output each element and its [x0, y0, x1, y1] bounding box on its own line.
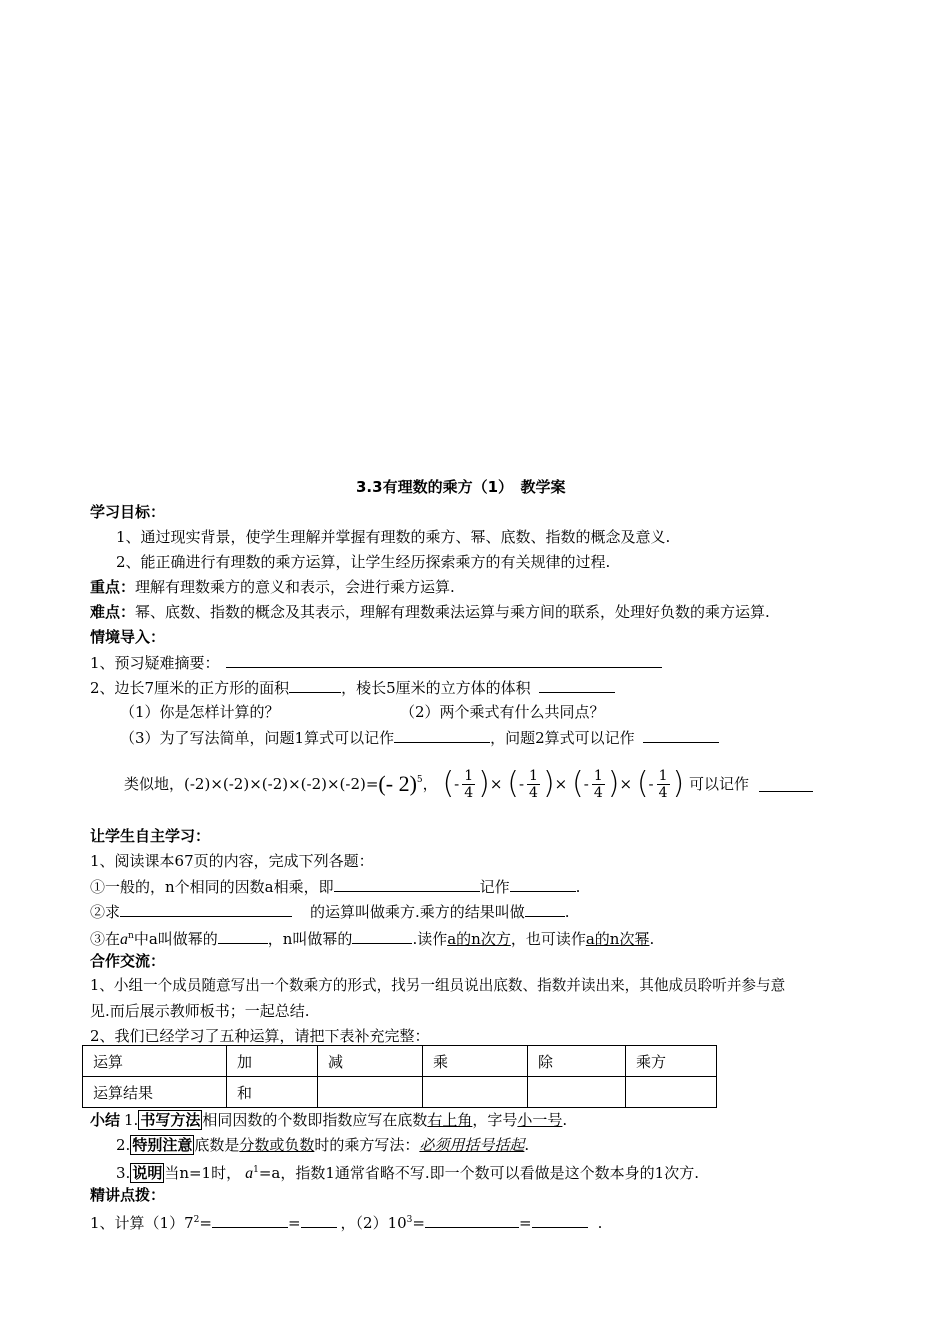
table-cell-input[interactable]	[528, 1077, 626, 1108]
intro-q2-text-a: 2、边长7厘米的正方形的面积	[90, 679, 290, 697]
frac-paren-close-4: )	[672, 766, 685, 801]
intro-q2-sub1: （1）你是怎样计算的？	[120, 703, 280, 721]
lecture-q1-eq: =	[199, 1214, 212, 1232]
lecture-q1-blank-1[interactable]	[212, 1212, 288, 1228]
summary-3-var: a	[245, 1165, 254, 1182]
self-study-a3-text-d: .读作	[412, 930, 448, 948]
intro-q2-sub3-text-b: ，问题2算式可以记作	[490, 729, 635, 747]
self-study-a3-text-a: ③在	[90, 930, 121, 948]
intro-heading: 情境导入：	[90, 628, 166, 646]
intro-q2-sub3-blank-2[interactable]	[643, 727, 719, 743]
summary-2-underline-2: 必须用括号括起	[419, 1136, 525, 1154]
intro-q2-sub3-text-a: （3）为了写法简单，问题1算式可以记作	[120, 729, 395, 747]
objective-1: 1、通过现实背景，使学生理解并掌握有理数的乘方、幂、底数、指数的概念及意义.	[116, 528, 671, 546]
summary-1-num: 1.	[124, 1111, 139, 1129]
lecture-q1	[90, 1210, 602, 1233]
self-study-a3-text-e: a的n次方	[447, 930, 511, 948]
objective-2: 2、能正确进行有理数的乘方运算，让学生经历探索乘方的有关规律的过程.	[116, 553, 611, 571]
intro-q2-sub2: （2）两个乘式有什么共同点？	[400, 703, 605, 721]
table-cell-input[interactable]	[423, 1077, 528, 1108]
self-study-a2-text-b: 的运算叫做乘方.乘方的结果叫做	[310, 903, 525, 921]
summary-3-exp: 1	[253, 1165, 259, 1175]
self-study-a3-text-f: ，也可读作	[510, 930, 586, 948]
self-study-a1-blank-1[interactable]	[334, 876, 480, 892]
frac-paren-close-1: )	[478, 766, 490, 801]
summary-3	[116, 1160, 699, 1184]
fraction-2-den: 4	[529, 784, 538, 801]
table-cell-input[interactable]	[626, 1077, 717, 1108]
self-study-a3-blank-2[interactable]	[352, 928, 412, 944]
lecture-q1-text-a: 1、计算（1）7	[90, 1214, 194, 1232]
frac-paren-open-3: (	[572, 766, 584, 801]
times-2: ×	[554, 775, 568, 793]
objectives-heading: 学习目标：	[90, 503, 166, 521]
key-point-text: 理解有理数乘方的意义和表示，会进行乘方运算.	[135, 578, 455, 596]
self-study-a1-text-a: ①一般的，n个相同的因数a相乘，即	[90, 878, 334, 896]
intro-q2-blank-1[interactable]	[289, 677, 341, 693]
lecture-q1-exp1: 2	[193, 1215, 200, 1225]
self-study-q1: 1、阅读课本67页的内容，完成下列各题：	[90, 852, 374, 870]
fraction-4-den: 4	[658, 784, 668, 801]
intro-q2	[90, 677, 615, 698]
fraction-4-num: 1	[658, 767, 668, 784]
table-cell: 运算	[83, 1046, 227, 1077]
frac-paren-open-4: (	[636, 766, 649, 801]
fraction-3	[592, 768, 605, 801]
table-row	[83, 1077, 717, 1108]
similar-power-exp: 5	[416, 775, 423, 785]
lecture-heading: 精讲点拨：	[90, 1186, 166, 1204]
intro-q2-sub3	[120, 727, 719, 748]
table-cell: 加	[227, 1046, 318, 1077]
self-study-a2-blank-2[interactable]	[525, 901, 565, 917]
summary-2-num: 2.	[116, 1136, 131, 1154]
cooperation-p1-line2: 见.而后展示教师板书；一起总结.	[90, 1002, 310, 1020]
summary-1-text-b: ，字号	[472, 1111, 518, 1129]
summary-1-text-c: .	[562, 1111, 568, 1129]
lecture-q1-exp2: 3	[406, 1215, 413, 1225]
self-study-a2-text-a: ②求	[90, 903, 121, 921]
frac-sign-1: -	[454, 775, 460, 793]
cooperation-heading: 合作交流：	[90, 952, 166, 970]
summary-3-text-b: =a，指数1通常省略不写.即一个数可以看做是这个数本身的1次方.	[258, 1164, 699, 1182]
self-study-a1-blank-2[interactable]	[510, 876, 576, 892]
self-study-a1-text-b: 记作	[479, 878, 510, 896]
table-row	[83, 1046, 717, 1077]
table-cell: 除	[528, 1046, 626, 1077]
cooperation-p1-line1: 1、小组一个成员随意写出一个数乘方的形式，找另一组员说出底数、指数并读出来，其他成员聆听并参与意	[90, 977, 786, 994]
self-study-a1	[90, 876, 580, 897]
fraction-3-num: 1	[593, 767, 603, 784]
table-cell: 乘方	[626, 1046, 717, 1077]
lecture-q1-blank-4[interactable]	[532, 1212, 588, 1228]
similar-comma: ，	[422, 775, 438, 793]
similar-power-base: (- 2)	[378, 771, 417, 796]
difficulty-label: 难点：	[90, 603, 136, 621]
summary-2-underline-1: 分数或负数	[239, 1136, 315, 1154]
frac-paren-close-3: )	[607, 766, 620, 801]
lecture-q1-text-c: ，（2）10	[340, 1214, 407, 1232]
intro-q2-blank-2[interactable]	[539, 677, 615, 693]
difficulty-text: 幂、底数、指数的概念及其表示，理解有理数乘法运算与乘方间的联系，处理好负数的乘方运算.	[135, 603, 770, 621]
self-study-a3-exp: n	[128, 931, 134, 941]
lecture-q1-blank-3[interactable]	[425, 1212, 519, 1228]
summary-2-text-a: 底数是	[194, 1136, 240, 1154]
table-cell: 运算结果	[83, 1077, 227, 1108]
key-point-label: 重点：	[90, 578, 136, 596]
self-study-a1-text-c: .	[575, 878, 581, 896]
times-1: ×	[489, 775, 503, 793]
self-study-a3-text-c: ，n叫做幂的	[267, 930, 353, 948]
summary-2-text-c: .	[524, 1136, 530, 1154]
frac-sign-3: -	[583, 775, 589, 793]
lecture-q1-text-f: .	[597, 1214, 603, 1232]
frac-sign-4: -	[648, 775, 654, 793]
summary-3-box: 说明	[132, 1164, 163, 1182]
intro-q1-blank[interactable]	[226, 652, 662, 668]
lecture-q1-text-b: =	[287, 1214, 301, 1232]
summary-1	[90, 1110, 567, 1130]
summary-3-num: 3.	[116, 1164, 131, 1182]
page-title: 3.3有理数的乘方（1） 教学案	[356, 478, 566, 496]
similar-prefix: 类似地，(-2)×(-2)×(-2)×(-2)×(-2)=	[124, 775, 379, 793]
fraction-1-num: 1	[464, 767, 474, 784]
fraction-1-den: 4	[464, 784, 474, 801]
similar-suffix: 可以记作	[689, 775, 750, 793]
frac-paren-open-1: (	[442, 766, 455, 801]
self-study-a2-text-c: .	[564, 903, 570, 921]
frac-paren-open-2: (	[507, 766, 519, 801]
difficulty	[90, 602, 770, 622]
summary-1-text-a: 相同因数的个数即指数应写在底数	[202, 1111, 428, 1129]
times-3: ×	[619, 775, 633, 793]
self-study-a2-blank-1[interactable]	[120, 901, 292, 917]
self-study-a3-text-h: .	[649, 930, 655, 948]
intro-q2-text-b: ，棱长5厘米的立方体的体积	[341, 679, 531, 697]
intro-q1-text: 1、预习疑难摘要：	[90, 654, 220, 672]
summary-2-text-b: 时的乘方写法：	[314, 1136, 420, 1154]
self-study-heading: 让学生自主学习：	[90, 827, 211, 845]
cooperation-p2: 2、我们已经学习了五种运算，请把下表补充完整：	[90, 1027, 430, 1045]
self-study-a3	[90, 926, 654, 950]
frac-sign-2: -	[518, 775, 525, 793]
fraction-2	[527, 768, 540, 801]
similar-blank[interactable]	[759, 776, 813, 792]
similar-line	[124, 760, 813, 804]
frac-paren-close-2: )	[542, 766, 555, 801]
summary-1-underline-2: 小一号	[517, 1111, 563, 1129]
table-cell-input[interactable]	[318, 1077, 423, 1108]
fraction-2-num: 1	[529, 767, 538, 784]
table-cell: 和	[227, 1077, 318, 1108]
summary-2-box: 特别注意	[132, 1136, 193, 1154]
self-study-a3-blank-1[interactable]	[218, 928, 268, 944]
operations-table	[82, 1045, 717, 1108]
summary-3-text-a: 当n=1时，	[164, 1164, 242, 1182]
intro-q1	[90, 652, 662, 673]
summary-label: 小结	[90, 1111, 121, 1129]
lecture-q1-text-d: =	[412, 1214, 425, 1232]
fraction-4	[657, 768, 670, 801]
lecture-q1-blank-2[interactable]	[301, 1212, 337, 1228]
key-point	[90, 577, 455, 597]
self-study-a3-text-b: 中a叫做幂的	[133, 930, 218, 948]
summary-2	[116, 1135, 529, 1155]
summary-1-underline-1: 右上角	[427, 1111, 473, 1129]
table-cell: 减	[318, 1046, 423, 1077]
summary-1-box: 书写方法	[140, 1111, 201, 1129]
fraction-1	[462, 768, 475, 801]
fraction-3-den: 4	[593, 784, 603, 801]
self-study-a3-var: a	[120, 931, 129, 948]
table-cell: 乘	[423, 1046, 528, 1077]
self-study-a2	[90, 901, 570, 922]
intro-q2-sub3-blank-1[interactable]	[394, 727, 490, 743]
lecture-q1-text-e: =	[518, 1214, 532, 1232]
self-study-a3-text-g: a的n次幂	[585, 930, 650, 948]
